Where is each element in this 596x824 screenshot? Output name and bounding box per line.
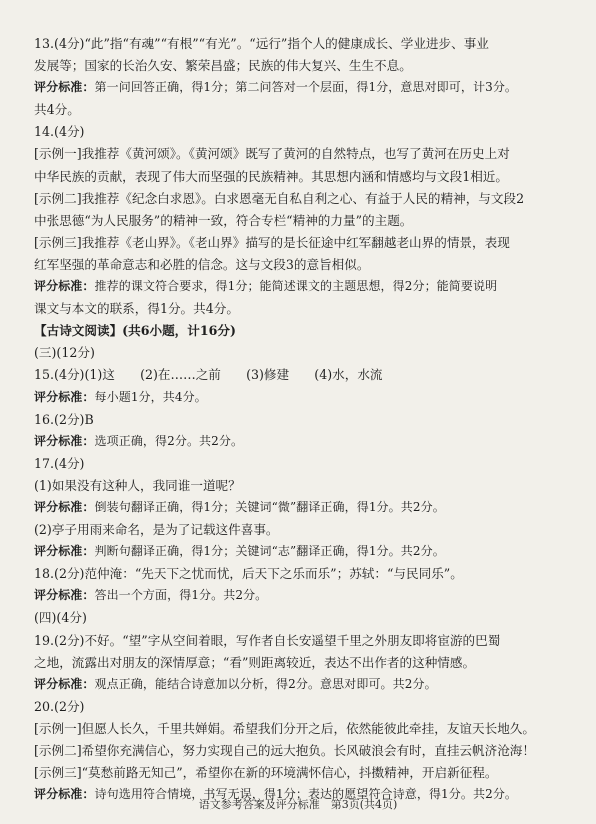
text-line: (三)(12分) <box>34 345 95 361</box>
scoring-standard-text: 选项正确，得2分。共2分。 <box>94 433 244 448</box>
text-line: 17.(4分) <box>34 455 85 471</box>
text-line: [示例三]我推荐《老山界》。《老山界》描写的是长征途中红军翻越老山界的情景，表现 <box>34 234 510 250</box>
text-line: 16.(2分)B <box>34 411 94 427</box>
scoring-standard-label: 评分标准： <box>34 80 95 95</box>
scoring-standard-label: 评分标准： <box>34 499 95 514</box>
scoring-standard-text: 诗句选用符合情境，书写无误，得1分；表达的愿望符合诗意，得1分。共2分。 <box>94 787 518 802</box>
text-line: (2)亭子用雨来命名，是为了记载这件喜事。 <box>34 522 279 538</box>
text-line: (四)(4分) <box>34 610 87 626</box>
text-line: 19.(2分)不好。“望”字从空间着眼，写作者自长安遥望千里之外朋友即将宦游的巴蜀 <box>34 632 501 648</box>
text-line: 18.(2分)范仲淹：“先天下之忧而忧，后天下之乐而乐”；苏轼：“与民同乐”。 <box>34 566 463 582</box>
scoring-standard-text: 第一问回答正确，得1分；第二问答对一个层面，得1分，意思对即可，计3分。 <box>94 80 518 95</box>
scoring-standard-text: 每小题1分，共4分。 <box>94 389 207 404</box>
page-footer: 语文参考答案及评分标准 第3页(共4页) <box>198 798 398 811</box>
scoring-standard-line <box>34 278 568 296</box>
text-line: 14.(4分) <box>34 124 85 140</box>
scoring-standard-text: 答出一个方面，得1分。共2分。 <box>94 588 268 603</box>
text-line: [示例一]我推荐《黄河颂》。《黄河颂》既写了黄河的自然特点，也写了黄河在历史上对 <box>34 146 510 162</box>
text-line: [示例二]希望你充满信心，努力实现自己的远大抱负。长风破浪会有时，直挂云帆济沧海！ <box>34 743 535 758</box>
text-line: 共4分。 <box>34 102 80 118</box>
scoring-standard-label: 评分标准： <box>34 544 95 559</box>
scoring-standard-text: 倒装句翻译正确，得1分；关键词“微”翻译正确，得1分。共2分。 <box>94 499 445 514</box>
scoring-standard-label: 评分标准： <box>34 389 95 404</box>
text-line: 发展等；国家的长治久安、繁荣昌盛；民族的伟大复兴、生生不息。 <box>34 58 412 74</box>
scoring-standard-line <box>34 676 568 694</box>
scoring-standard-line <box>34 543 568 561</box>
scoring-standard-label: 评分标准： <box>34 279 95 294</box>
text-line: 中张思德“为人民服务”的精神一致，符合专栏“精神的力量”的主题。 <box>34 212 413 228</box>
scoring-standard-text: 判断句翻译正确，得1分；关键词“志”翻译正确，得1分。共2分。 <box>94 544 445 559</box>
scoring-standard-label: 评分标准： <box>34 787 95 802</box>
scoring-standard-text: 观点正确，能结合诗意加以分析，得2分。意思对即可。共2分。 <box>94 676 437 691</box>
answer-content <box>34 35 568 804</box>
text-line: (1)如果没有这种人，我同谁一道呢？ <box>34 477 241 493</box>
text-line: [示例三]“莫愁前路无知己”，希望你在新的环境满怀信心，抖擞精神，开启新征程。 <box>34 765 498 781</box>
text-line: 15.(4分)(1)这 (2)在……之前 (3)修建 (4)水，水流 <box>34 367 383 383</box>
scoring-standard-line <box>34 79 568 97</box>
section-heading: 【古诗文阅读】(共6小题，计16分) <box>34 323 236 339</box>
text-line: [示例二]我推荐《纪念白求恩》。白求恩毫无自私自利之心、有益于人民的精神，与文段2 <box>34 190 525 206</box>
text-line: 中华民族的贡献，表现了伟大而坚强的民族精神。其思想内涵和情感均与文段1相近。 <box>34 168 508 184</box>
text-line: 20.(2分) <box>34 698 85 714</box>
scoring-standard-label: 评分标准： <box>34 676 95 691</box>
text-line: 13.(4分)“此”指“有魂”“有根”“有光”。“远行”指个人的健康成长、学业进步、事业 <box>34 36 489 51</box>
text-line: [示例一]但愿人长久，千里共婵娟。希望我们分开之后，依然能彼此牵挂，友谊天长地久。 <box>34 720 535 736</box>
scoring-standard-label: 评分标准： <box>34 433 95 448</box>
text-line: 之地，流露出对朋友的深情厚意；“看”则距离较近，表达不出作者的这种情感。 <box>34 654 476 670</box>
scoring-standard-line <box>34 587 568 605</box>
text-line: 红军坚强的革命意志和必胜的信念。这与文段3的意旨相似。 <box>34 256 370 272</box>
scoring-standard-line <box>34 389 568 407</box>
scoring-standard-label: 评分标准： <box>34 588 95 603</box>
text-line: 课文与本文的联系，得1分。共4分。 <box>34 301 239 317</box>
scoring-standard-line <box>34 433 568 451</box>
scoring-standard-text: 推荐的课文符合要求，得1分；能简述课文的主题思想，得2分；能简要说明 <box>94 279 498 294</box>
scoring-standard-line <box>34 499 568 517</box>
